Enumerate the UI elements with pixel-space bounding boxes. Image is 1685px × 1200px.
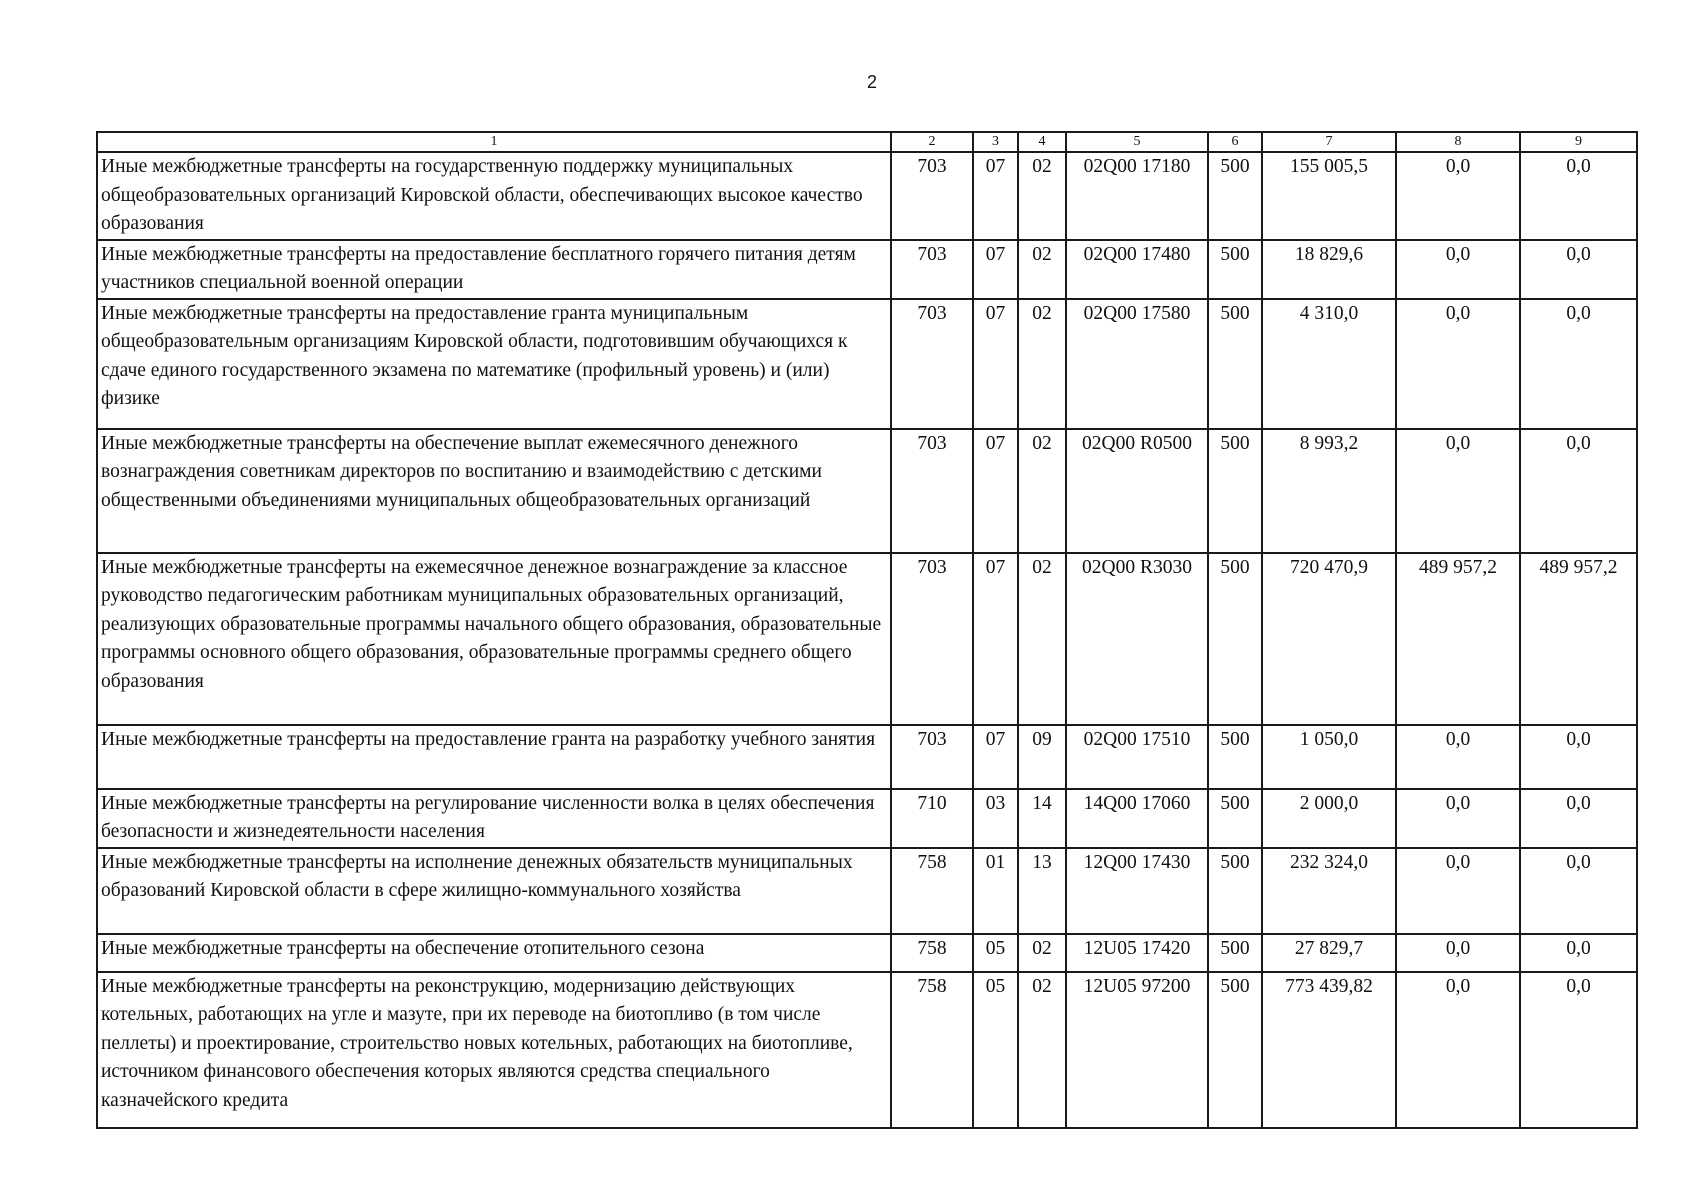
target-article-cell: 02Q00 17180	[1066, 152, 1208, 240]
target-article-cell: 02Q00 R0500	[1066, 429, 1208, 553]
target-article-cell: 02Q00 17580	[1066, 299, 1208, 429]
column-header-8: 8	[1396, 132, 1520, 152]
row-name-cell: Иные межбюджетные трансферты на предоставление гранта на разработку учебного занятия	[97, 725, 891, 789]
expense-type-cell: 500	[1208, 152, 1262, 240]
section-cell: 03	[973, 789, 1018, 848]
amount-cell-9: 0,0	[1520, 848, 1637, 934]
expense-type-cell: 500	[1208, 240, 1262, 299]
amount-cell-8: 0,0	[1396, 152, 1520, 240]
expense-type-cell: 500	[1208, 299, 1262, 429]
row-name-cell: Иные межбюджетные трансферты на предоставление бесплатного горячего питания детям участников специальной военной операции	[97, 240, 891, 299]
column-header-1: 1	[97, 132, 891, 152]
column-header-9: 9	[1520, 132, 1637, 152]
amount-cell-7: 8 993,2	[1262, 429, 1396, 553]
section-cell: 07	[973, 725, 1018, 789]
target-article-cell: 14Q00 17060	[1066, 789, 1208, 848]
page-number: 2	[866, 72, 877, 92]
row-name-cell: Иные межбюджетные трансферты на обеспечение отопительного сезона	[97, 934, 891, 972]
header-row	[97, 132, 1637, 152]
amount-cell-9: 0,0	[1520, 725, 1637, 789]
section-cell: 01	[973, 848, 1018, 934]
table-row	[97, 240, 1637, 299]
subsection-cell: 02	[1018, 553, 1066, 725]
expense-type-cell: 500	[1208, 725, 1262, 789]
target-article-cell: 12U05 17420	[1066, 934, 1208, 972]
amount-cell-9: 0,0	[1520, 934, 1637, 972]
ministry-code-cell: 703	[891, 429, 973, 553]
column-header-4: 4	[1018, 132, 1066, 152]
column-header-2: 2	[891, 132, 973, 152]
subsection-cell: 14	[1018, 789, 1066, 848]
amount-cell-9: 0,0	[1520, 789, 1637, 848]
amount-cell-9: 0,0	[1520, 429, 1637, 553]
expense-type-cell: 500	[1208, 972, 1262, 1128]
column-header-7: 7	[1262, 132, 1396, 152]
amount-cell-7: 773 439,82	[1262, 972, 1396, 1128]
section-cell: 05	[973, 934, 1018, 972]
amount-cell-7: 4 310,0	[1262, 299, 1396, 429]
table-row	[97, 848, 1637, 934]
expense-type-cell: 500	[1208, 553, 1262, 725]
column-header-6: 6	[1208, 132, 1262, 152]
column-header-5: 5	[1066, 132, 1208, 152]
ministry-code-cell: 758	[891, 972, 973, 1128]
table-row	[97, 152, 1637, 240]
expense-type-cell: 500	[1208, 789, 1262, 848]
target-article-cell: 12Q00 17430	[1066, 848, 1208, 934]
amount-cell-8: 0,0	[1396, 299, 1520, 429]
table-row	[97, 553, 1637, 725]
section-cell: 07	[973, 553, 1018, 725]
subsection-cell: 02	[1018, 240, 1066, 299]
amount-cell-7: 720 470,9	[1262, 553, 1396, 725]
amount-cell-7: 27 829,7	[1262, 934, 1396, 972]
row-name-cell: Иные межбюджетные трансферты на регулирование численности волка в целях обеспечения безопасности и жизнедеятельности населения	[97, 789, 891, 848]
row-name-cell: Иные межбюджетные трансферты на обеспечение выплат ежемесячного денежного вознаграждения советникам директоров по воспитанию и взаимодействию с детскими общественными объединениями муниципальных общеобразовательных организаций	[97, 429, 891, 553]
ministry-code-cell: 703	[891, 240, 973, 299]
target-article-cell: 02Q00 R3030	[1066, 553, 1208, 725]
amount-cell-8: 0,0	[1396, 934, 1520, 972]
ministry-code-cell: 758	[891, 934, 973, 972]
table-row	[97, 934, 1637, 972]
amount-cell-7: 2 000,0	[1262, 789, 1396, 848]
row-name-cell: Иные межбюджетные трансферты на ежемесячное денежное вознаграждение за классное руководство педагогическим работникам муниципальных образовательных организаций, реализующих образовательные программы начального общего образования, образовательные программы основного общего образования, образовательные программы среднего общего образования	[97, 553, 891, 725]
amount-cell-8: 0,0	[1396, 789, 1520, 848]
amount-cell-9: 0,0	[1520, 299, 1637, 429]
table-row	[97, 725, 1637, 789]
section-cell: 07	[973, 299, 1018, 429]
amount-cell-8: 0,0	[1396, 972, 1520, 1128]
subsection-cell: 09	[1018, 725, 1066, 789]
amount-cell-7: 232 324,0	[1262, 848, 1396, 934]
expense-type-cell: 500	[1208, 429, 1262, 553]
budget-table	[96, 131, 1638, 1129]
subsection-cell: 02	[1018, 429, 1066, 553]
expense-type-cell: 500	[1208, 848, 1262, 934]
row-name-cell: Иные межбюджетные трансферты на исполнение денежных обязательств муниципальных образований Кировской области в сфере жилищно-коммунального хозяйства	[97, 848, 891, 934]
amount-cell-7: 18 829,6	[1262, 240, 1396, 299]
ministry-code-cell: 703	[891, 553, 973, 725]
ministry-code-cell: 710	[891, 789, 973, 848]
amount-cell-9: 0,0	[1520, 972, 1637, 1128]
subsection-cell: 13	[1018, 848, 1066, 934]
amount-cell-8: 0,0	[1396, 725, 1520, 789]
amount-cell-8: 0,0	[1396, 240, 1520, 299]
amount-cell-7: 155 005,5	[1262, 152, 1396, 240]
row-name-cell: Иные межбюджетные трансферты на реконструкцию, модернизацию действующих котельных, работающих на угле и мазуте, при их переводе на биотопливо (в том числе пеллеты) и проектирование, строительство новых котельных, работающих на биотопливе, источником финансового обеспечения которых являются средства специального казначейского кредита	[97, 972, 891, 1128]
amount-cell-8: 0,0	[1396, 429, 1520, 553]
row-name-cell: Иные межбюджетные трансферты на государственную поддержку муниципальных общеобразовательных организаций Кировской области, обеспечивающих высокое качество образования	[97, 152, 891, 240]
table-row	[97, 299, 1637, 429]
section-cell: 07	[973, 240, 1018, 299]
subsection-cell: 02	[1018, 934, 1066, 972]
section-cell: 07	[973, 152, 1018, 240]
amount-cell-8: 489 957,2	[1396, 553, 1520, 725]
amount-cell-9: 0,0	[1520, 240, 1637, 299]
ministry-code-cell: 758	[891, 848, 973, 934]
table-row	[97, 972, 1637, 1128]
section-cell: 07	[973, 429, 1018, 553]
target-article-cell: 12U05 97200	[1066, 972, 1208, 1128]
ministry-code-cell: 703	[891, 725, 973, 789]
subsection-cell: 02	[1018, 972, 1066, 1128]
subsection-cell: 02	[1018, 152, 1066, 240]
column-header-3: 3	[973, 132, 1018, 152]
amount-cell-9: 0,0	[1520, 152, 1637, 240]
target-article-cell: 02Q00 17480	[1066, 240, 1208, 299]
ministry-code-cell: 703	[891, 299, 973, 429]
row-name-cell: Иные межбюджетные трансферты на предоставление гранта муниципальным общеобразовательным организациям Кировской области, подготовившим обучающихся к сдаче единого государственного экзамена по математике (профильный уровень) и (или) физике	[97, 299, 891, 429]
table-row	[97, 789, 1637, 848]
amount-cell-8: 0,0	[1396, 848, 1520, 934]
ministry-code-cell: 703	[891, 152, 973, 240]
section-cell: 05	[973, 972, 1018, 1128]
subsection-cell: 02	[1018, 299, 1066, 429]
expense-type-cell: 500	[1208, 934, 1262, 972]
table-row	[97, 429, 1637, 553]
amount-cell-7: 1 050,0	[1262, 725, 1396, 789]
amount-cell-9: 489 957,2	[1520, 553, 1637, 725]
target-article-cell: 02Q00 17510	[1066, 725, 1208, 789]
